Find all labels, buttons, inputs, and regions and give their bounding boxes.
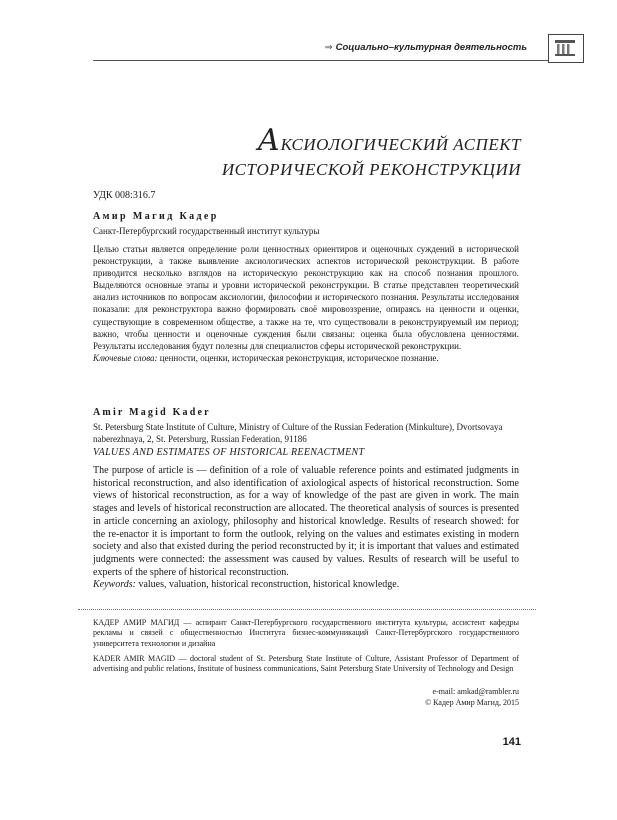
keywords-ru-label: Ключевые слова: xyxy=(93,352,158,363)
keywords-en-label: Keywords: xyxy=(93,579,136,591)
title-line-2: ИСТОРИЧЕСКОЙ РЕКОНСТРУКЦИИ xyxy=(221,160,521,179)
section-title: Социально–культурная деятельность xyxy=(335,42,527,53)
affiliation-en: St. Petersburg State Institute of Culture, Ministry of Culture of the Russian Federation (Minkulture), Dvortsovaya naberezhnaya, 2, St. Petersburg, Russian Federation, 91186 xyxy=(93,422,503,444)
journal-logo xyxy=(548,34,584,63)
email-link[interactable]: e-mail: amkad@rambler.ru xyxy=(432,687,519,696)
affiliation-ru: Санкт-Петербургский государственный институт культуры xyxy=(93,226,320,236)
title-initial: А xyxy=(257,123,281,158)
page-number: 141 xyxy=(502,736,521,748)
dotted-divider xyxy=(78,609,536,610)
article-title xyxy=(221,123,521,182)
title-line-1-rest: КСИОЛОГИЧЕСКИЙ АСПЕКТ xyxy=(280,135,521,154)
title-en: VALUES AND ESTIMATES OF HISTORICAL REENACTMENT xyxy=(93,447,365,458)
author-name-ru: Амир Магид Кадер xyxy=(93,211,219,222)
udk-code: УДК 008:316.7 xyxy=(93,190,156,201)
author-bio-ru: КАДЕР АМИР МАГИД — аспирант Санкт-Петербургского государственного института культуры, ассистент кафедры рекламы и связей с общественностью Института бизнес-коммуникаций Санкт-Петербургского государственного университета технологии и дизайна xyxy=(93,618,519,648)
abstract-en-block xyxy=(93,465,519,592)
author-name-en: Amir Magid Kader xyxy=(93,407,211,418)
keywords-en-text: values, valuation, historical reconstruction, historical knowledge. xyxy=(135,579,400,591)
contact-block xyxy=(425,686,519,708)
column-icon xyxy=(554,39,576,57)
abstract-en: The purpose of article is — definition of a role of valuable reference points and estimated judgments in historical reconstruction, and also identification of axiological aspects of historical reconstruction. Some views of historical reconstruction, as for a way of knowledge of the past are given in work. The main stages and levels of historical reconstruction are allocated. The theoretical analysis of sources is presented in article concerning an axiology, philosophy and historical knowledge. Results of research showed: for the re-enactor it is important to form the outlook, relying on the values and estimates existing in modern society and also that existed during the period reconstructed by it; it is important that values and estimated judgments were connected: the assessment was caused by values. Results of research will be useful to experts of the sphere of historical reconstruction. xyxy=(93,465,519,578)
header-rule xyxy=(93,60,548,61)
author-bio-en: KADER AMIR MAGID — doctoral student of St. Petersburg State Institute of Culture, Assistant Professor of Department of advertising and public relations, Institute of business communications, Saint Petersburg State University of Technology and Design xyxy=(93,654,519,674)
arrow-icon: ⇒ xyxy=(324,42,333,53)
title-line-1 xyxy=(222,123,521,158)
keywords-ru xyxy=(93,352,519,364)
abstract-ru: Целью статьи является определение роли ценностных ориентиров и оценочных суждений в исторической реконструкции, а также выявление аксиологических аспектов исторической реконструкции. В работе приводится несколько взглядов на историческую реконструкцию как на способ познания прошлого. Выделяются основные этапы и уровни исторической реконструкции. В статье представлен теоретический анализ источников по вопросам аксиологии, философии и исторического познания. Результаты исследования показали: для реконструктора важно формировать своё мировоззрение, опираясь на ценности и оценки, существующие в современном обществе, а также на те, что существовали в реконструируемый им период; важно, чтобы ценности и оценочные суждения были связаны: оценка была обусловлена ценностями. Результаты исследования будут полезны для специалистов сферы исторической реконструкции. xyxy=(93,244,519,351)
keywords-en xyxy=(93,579,519,592)
abstract-ru-block xyxy=(93,243,519,364)
keywords-ru-text: ценности, оценки, историческая реконструкция, историческое познание. xyxy=(157,352,439,363)
running-header xyxy=(325,42,527,53)
copyright: © Кадер Амир Магид, 2015 xyxy=(425,698,519,707)
